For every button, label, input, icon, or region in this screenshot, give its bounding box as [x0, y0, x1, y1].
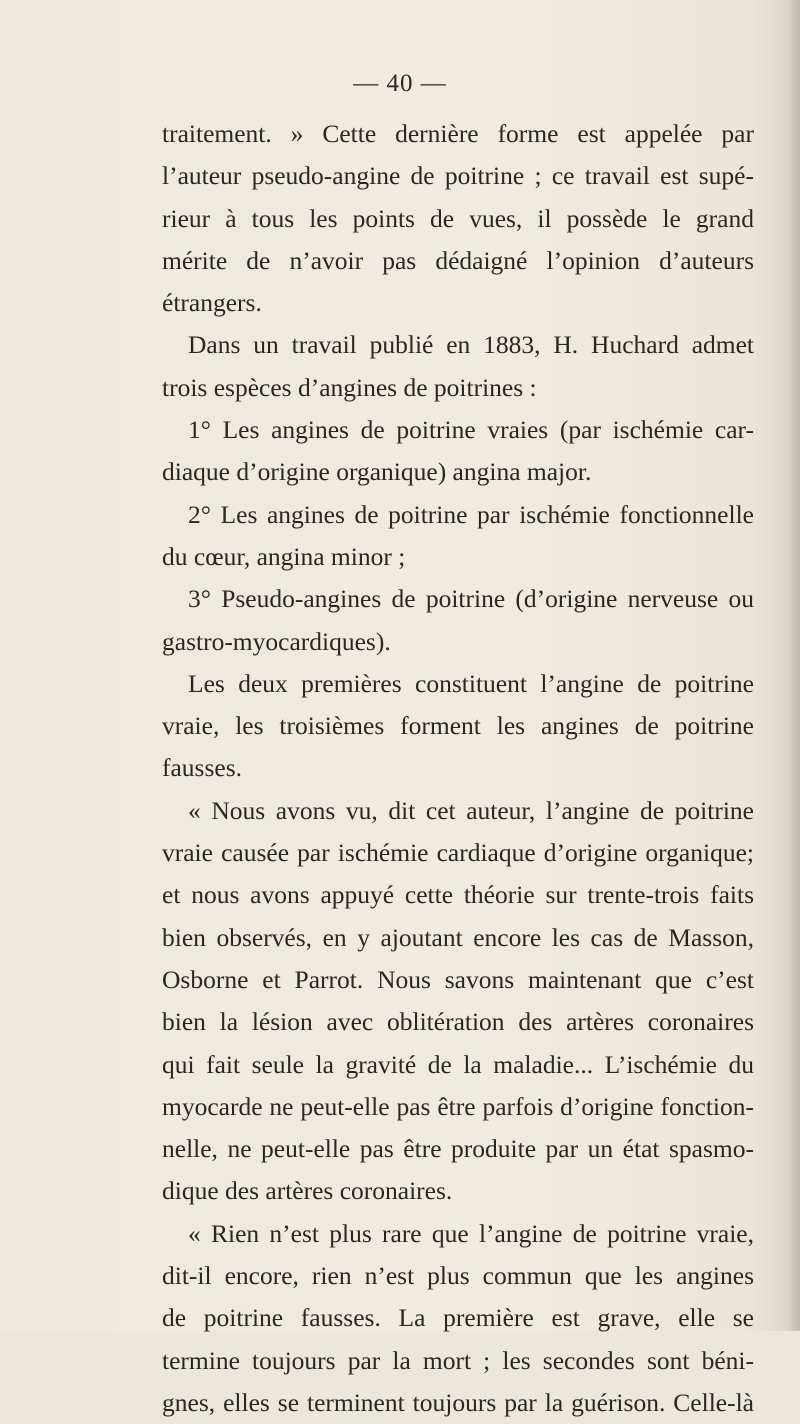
- text-line: du cœur, angina minor ;: [162, 541, 406, 571]
- page-number: — 40 —: [353, 70, 447, 97]
- text-line: traitement. » Cette dernière forme est appelée par: [162, 119, 754, 148]
- text-line: étrangers.: [162, 288, 262, 318]
- page-edge-shadow: [786, 0, 800, 1331]
- text-line: « Nous avons vu, dit cet auteur, l’angine de poitrine: [188, 795, 754, 825]
- text-line: Les deux premières constituent l’angine de poitrine: [188, 668, 754, 698]
- text-line: gnes, elles se terminent toujours par la guérison. Celle-là: [162, 1387, 754, 1417]
- text-line: myocarde ne peut-elle pas être parfois d’origine fonction-: [162, 1091, 754, 1121]
- text-line: diaque d’origine organique) angina major.: [162, 457, 592, 487]
- text-line: dique des artères coronaires.: [162, 1176, 453, 1206]
- text-line: et nous avons appuyé cette théorie sur trente-trois faits: [162, 880, 754, 910]
- text-line: Osborne et Parrot. Nous savons maintenant que c’est: [162, 964, 754, 994]
- text-line: 1° Les angines de poitrine vraies (par ischémie car-: [188, 415, 754, 445]
- text-line: mérite de n’avoir pas dédaigné l’opinion d’auteurs: [162, 245, 754, 275]
- text-line: 3° Pseudo-angines de poitrine (d’origine nerveuse ou: [188, 584, 754, 614]
- text-line: vraie causée par ischémie cardiaque d’origine organique;: [162, 838, 754, 868]
- text-line: vraie, les troisièmes forment les angines de poitrine: [162, 711, 754, 741]
- text-line: bien observés, en y ajoutant encore les cas de Masson,: [162, 922, 754, 952]
- text-line: Dans un travail publié en 1883, H. Huchard admet: [188, 330, 754, 360]
- text-line: termine toujours par la mort ; les secondes sont béni-: [162, 1345, 754, 1375]
- text-line: l’auteur pseudo-angine de poitrine ; ce travail est supé-: [162, 161, 754, 191]
- text-line: rieur à tous les points de vues, il possède le grand: [162, 203, 754, 233]
- text-line: qui fait seule la gravité de la maladie... L’ischémie du: [162, 1049, 754, 1079]
- body-text: [162, 113, 754, 1424]
- text-line: gastro-myocardiques).: [162, 626, 391, 656]
- text-line: bien la lésion avec oblitération des artères coronaires: [162, 1007, 754, 1037]
- text-line: dit-il encore, rien n’est plus commun que les angines: [162, 1261, 754, 1291]
- text-line: de poitrine fausses. La première est grave, elle se: [162, 1303, 754, 1333]
- text-line: trois espèces d’angines de poitrines :: [162, 372, 537, 402]
- text-line: fausses.: [162, 753, 243, 783]
- text-line: « Rien n’est plus rare que l’angine de poitrine vraie,: [188, 1218, 754, 1248]
- text-line: 2° Les angines de poitrine par ischémie fonctionnelle: [188, 499, 754, 529]
- text-line: nelle, ne peut-elle pas être produite par un état spasmo-: [162, 1134, 754, 1164]
